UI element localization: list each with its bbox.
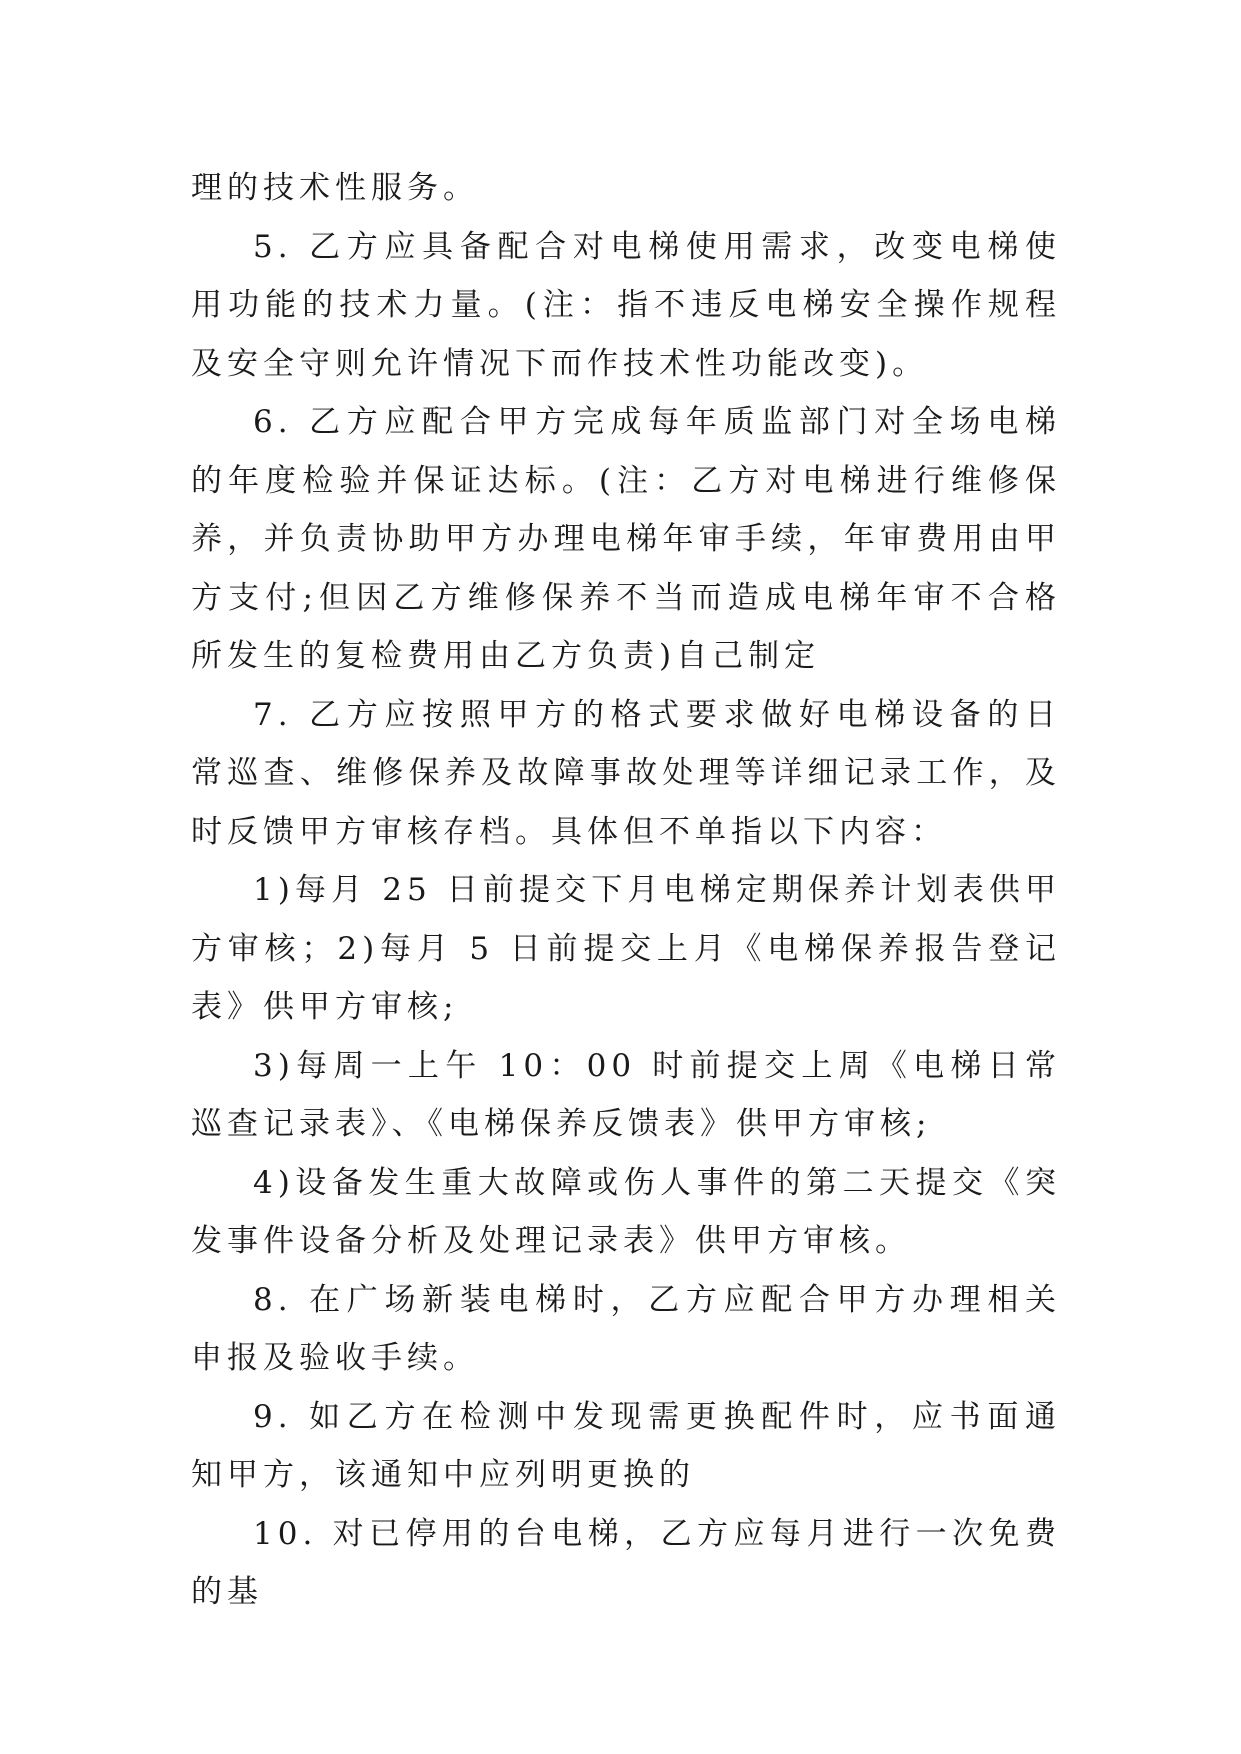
paragraph-item-9: 9. 如乙方在检测中发现需更换配件时，应书面通知甲方，该通知中应列明更换的: [191, 1398, 1061, 1493]
paragraph-item-6: 6. 乙方应配合甲方完成每年质监部门对全场电梯的年度检验并保证达标。(注：乙方对电梯进行维修保养，并负责协助甲方办理电梯年审手续，年审费用由甲方支付;但因乙方维修保养不当而造成电梯年审不合格所发生的复检费用由乙方负责)自己制定: [191, 404, 1061, 674]
paragraph-subitem-3: 3)每周一上午 10：00 时前提交上周《电梯日常巡查记录表》、《电梯保养反馈表》供甲方审核;: [191, 1047, 1061, 1142]
paragraph-subitem-1-2: 1)每月 25 日前提交下月电梯定期保养计划表供甲方审核；2)每月 5 日前提交上月《电梯保养报告登记表》供甲方审核;: [191, 872, 1061, 1025]
paragraph-item-7: 7. 乙方应按照甲方的格式要求做好电梯设备的日常巡查、维修保养及故障事故处理等详细记录工作，及时反馈甲方审核存档。具体但不单指以下内容：: [191, 696, 1061, 850]
paragraph-subitem-4: 4)设备发生重大故障或伤人事件的第二天提交《突发事件设备分析及处理记录表》供甲方审核。: [191, 1164, 1061, 1259]
paragraph-item-8: 8. 在广场新装电梯时，乙方应配合甲方办理相关申报及验收手续。: [191, 1281, 1061, 1376]
document-body: [191, 159, 1061, 1622]
paragraph-item-10: 10. 对已停用的台电梯，乙方应每月进行一次免费的基: [191, 1515, 1061, 1610]
paragraph-item-5: 5. 乙方应具备配合对电梯使用需求，改变电梯使用功能的技术力量。(注：指不违反电梯安全操作规程及安全守则允许情况下而作技术性功能改变)。: [191, 228, 1061, 382]
paragraph-continuation: 理的技术性服务。: [191, 170, 479, 206]
